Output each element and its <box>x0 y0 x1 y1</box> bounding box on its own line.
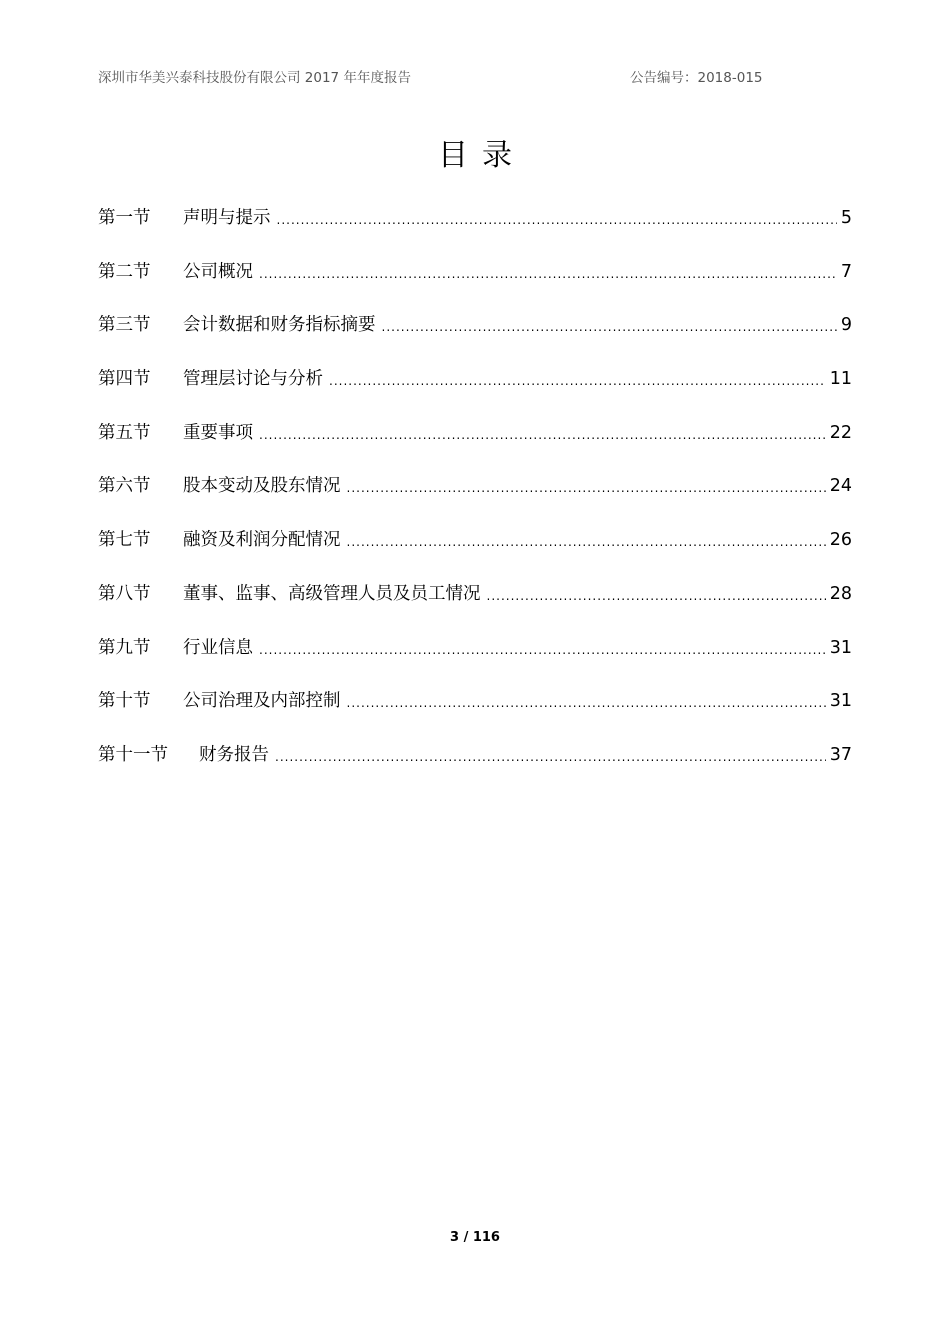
toc-item-10[interactable] <box>98 687 852 741</box>
toc-item-7[interactable] <box>98 526 852 580</box>
toc-item-6[interactable] <box>98 472 852 526</box>
toc-item-2[interactable] <box>98 258 852 312</box>
toc-page-number: 9 <box>840 315 852 336</box>
toc-section-title: 董事、监事、高级管理人员及员工情况 <box>183 583 481 604</box>
toc-section-title: 融资及利润分配情况 <box>183 530 341 551</box>
toc-page-number: 5 <box>840 208 852 228</box>
toc-section-title: 公司治理及内部控制 <box>183 691 341 712</box>
page-title: 目录 <box>438 138 526 173</box>
toc-leader-dots <box>259 421 826 449</box>
toc-item-1[interactable] <box>98 204 852 258</box>
toc-section-number: 第十节 <box>98 691 151 712</box>
page-indicator: 3 / 116 <box>450 1230 500 1245</box>
toc-section-number: 第八节 <box>98 583 151 604</box>
toc-section-title: 股本变动及股东情况 <box>183 476 341 497</box>
report-title-header: 深圳市华美兴泰科技股份有限公司 2017 年年度报告 <box>98 70 411 86</box>
toc-section-title: 行业信息 <box>183 637 253 658</box>
toc-page-number: 11 <box>829 369 852 390</box>
toc-leader-dots <box>259 260 837 288</box>
toc-item-9[interactable] <box>98 634 852 688</box>
toc-page-number: 22 <box>829 422 852 443</box>
toc-section-title: 财务报告 <box>199 744 269 765</box>
toc-leader-dots <box>329 367 826 395</box>
toc-item-5[interactable] <box>98 419 852 473</box>
toc-item-8[interactable] <box>98 580 852 634</box>
toc-page-number: 26 <box>829 530 852 551</box>
toc-page-number: 37 <box>829 744 852 765</box>
toc-page-number: 24 <box>829 476 852 497</box>
toc-section-title: 管理层讨论与分析 <box>183 369 323 390</box>
table-of-contents <box>98 204 852 795</box>
toc-leader-dots <box>347 689 826 717</box>
toc-section-title: 重要事项 <box>183 422 253 443</box>
toc-leader-dots <box>487 582 826 610</box>
toc-section-title: 声明与提示 <box>183 208 271 228</box>
notice-number: 公告编号：2018-015 <box>630 70 763 86</box>
toc-item-4[interactable] <box>98 365 852 419</box>
toc-leader-dots <box>277 206 837 234</box>
page-header <box>98 66 856 88</box>
toc-section-number: 第二节 <box>98 261 151 282</box>
page-footer <box>0 1230 950 1245</box>
toc-page-number: 31 <box>829 637 852 658</box>
toc-page-number: 28 <box>829 583 852 604</box>
toc-leader-dots <box>347 528 826 556</box>
toc-section-number: 第七节 <box>98 530 151 551</box>
toc-item-3[interactable] <box>98 311 852 365</box>
toc-section-number: 第三节 <box>98 315 151 336</box>
toc-section-number: 第九节 <box>98 637 151 658</box>
toc-section-title: 会计数据和财务指标摘要 <box>183 315 376 336</box>
toc-section-number: 第十一节 <box>98 744 168 765</box>
toc-section-number: 第一节 <box>98 208 151 228</box>
toc-page-number: 7 <box>840 261 852 282</box>
toc-item-11[interactable] <box>98 741 852 795</box>
toc-leader-dots <box>382 313 837 341</box>
toc-section-number: 第四节 <box>98 369 151 390</box>
toc-leader-dots <box>347 474 826 502</box>
toc-section-title: 公司概况 <box>183 261 253 282</box>
toc-section-number: 第六节 <box>98 476 151 497</box>
toc-section-number: 第五节 <box>98 422 151 443</box>
toc-leader-dots <box>259 636 826 664</box>
toc-page-number: 31 <box>829 691 852 712</box>
toc-leader-dots <box>275 743 826 771</box>
